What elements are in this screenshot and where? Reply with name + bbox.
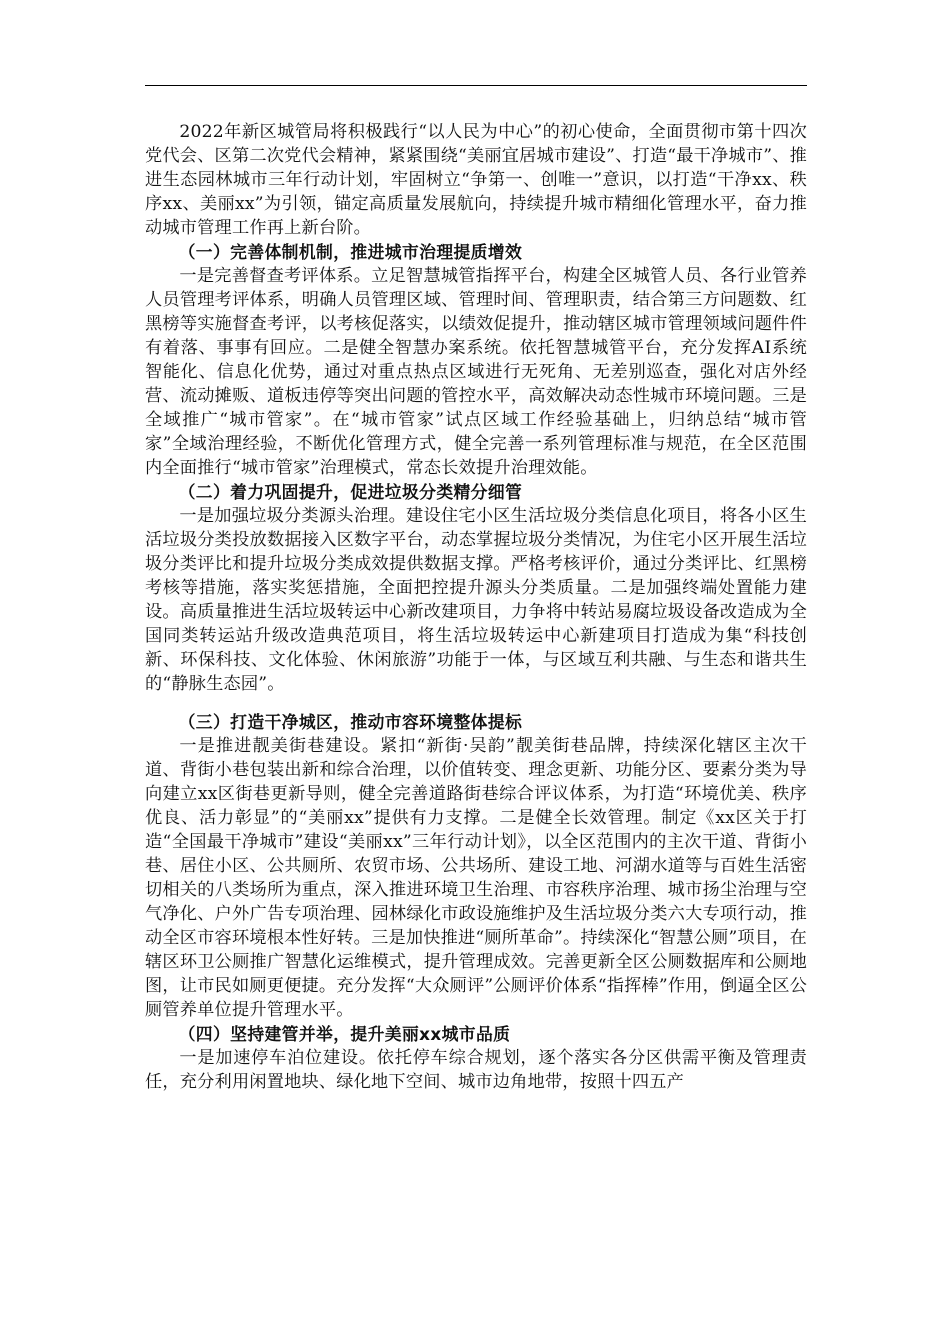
section-body-2: 一是加强垃圾分类源头治理。建设住宅小区生活垃圾分类信息化项目，将各小区生活垃圾分类投放数据接入区数字平台，动态掌握垃圾分类情况，为住宅小区开展生活垃圾分类评比和提升垃圾分类成效提供数据支撑。严格考核评价，通过分类评比、红黑榜考核等措施，落实奖惩措施，全面把控提升源头分类质量。二是加强终端处置能力建设。高质量推进生活垃圾转运中心新改建项目，力争将中转站易腐垃圾设备改造成为全国同类转运站升级改造典范项目，将生活垃圾转运中心新建项目打造成为集“科技创新、环保科技、文化体验、休闲旅游”功能于一体，与区域互利共融、与生态和谐共生的“静脉生态园”。: [145, 506, 807, 694]
document-body: [145, 120, 807, 1094]
section-body-3: 一是推进靓美街巷建设。紧扣“新街·吴韵”靓美街巷品牌，持续深化辖区主次干道、背街小巷包装出新和综合治理，以价值转变、理念更新、功能分区、要素分类为导向建立xx区街巷更新导则，健全完善道路街巷综合评议体系，为打造“环境优美、秩序优良、活力彰显”的“美丽xx”提供有力支撑。二是健全长效管理。制定《xx区关于打造“全国最干净城市”建设“美丽xx”三年行动计划》，以全区范围内的主次干道、背街小巷、居住小区、公共厕所、农贸市场、公共场所、建设工地、河湖水道等与百姓生活密切相关的八类场所为重点，深入推进环境卫生治理、市容秩序治理、城市扬尘治理与空气净化、户外广告专项治理、园林绿化市政设施维护及生活垃圾分类六大专项行动，推动全区市容环境根本性好转。三是加快推进“厕所革命”。持续深化“智慧公厕”项目，在辖区环卫公厕推广智慧化运维模式，提升管理成效。完善更新全区公厕数据库和公厕地图，让市民如厕更便捷。充分发挥“大众厕评”公厕评价体系“指挥棒”作用，倒逼全区公厕管养单位提升管理水平。: [145, 736, 807, 1020]
section-heading-1: （一）完善体制机制，推进城市治理提质增效: [178, 242, 523, 262]
paragraph-gap: [145, 696, 807, 710]
header-rule: [145, 85, 807, 86]
section-body-1: 一是完善督查考评体系。立足智慧城管指挥平台，构建全区城管人员、各行业管养人员管理考评体系，明确人员管理区域、管理时间、管理职责，结合第三方问题数、红黑榜等实施督查考评，以考核促落实，以绩效促提升，推动辖区城市管理领域问题件件有着落、事事有回应。二是健全智慧办案系统。依托智慧城管平台，充分发挥AI系统智能化、信息化优势，通过对重点热点区域进行无死角、无差别巡查，强化对店外经营、流动摊贩、道板违停等突出问题的管控水平，高效解决动态性城市环境问题。三是全域推广“城市管家”。在“城市管家”试点区域工作经验基础上，归纳总结“城市管家”全域治理经验，不断优化管理方式，健全完善一系列管理标准与规范，在全区范围内全面推行“城市管家”治理模式，常态长效提升治理效能。: [145, 266, 807, 478]
section-heading-2: （二）着力巩固提升，促进垃圾分类精分细管: [178, 482, 523, 502]
section-heading-3: （三）打造干净城区，推动市容环境整体提标: [178, 712, 523, 732]
section-heading-4: （四）坚持建管并举，提升美丽xx城市品质: [178, 1024, 511, 1044]
section-body-4: 一是加速停车泊位建设。依托停车综合规划，逐个落实各分区供需平衡及管理责任，充分利用闲置地块、绿化地下空间、城市边角地带，按照十四五产: [145, 1048, 807, 1092]
intro-paragraph: 2022年新区城管局将积极践行“以人民为中心”的初心使命，全面贯彻市第十四次党代会、区第二次党代会精神，紧紧围绕“美丽宜居城市建设”、打造“最干净城市”、推进生态园林城市三年行动计划，牢固树立“争第一、创唯一”意识，以打造“干净xx、秩序xx、美丽xx”为引领，锚定高质量发展航向，持续提升城市精细化管理水平，奋力推动城市管理工作再上新台阶。: [145, 122, 807, 238]
